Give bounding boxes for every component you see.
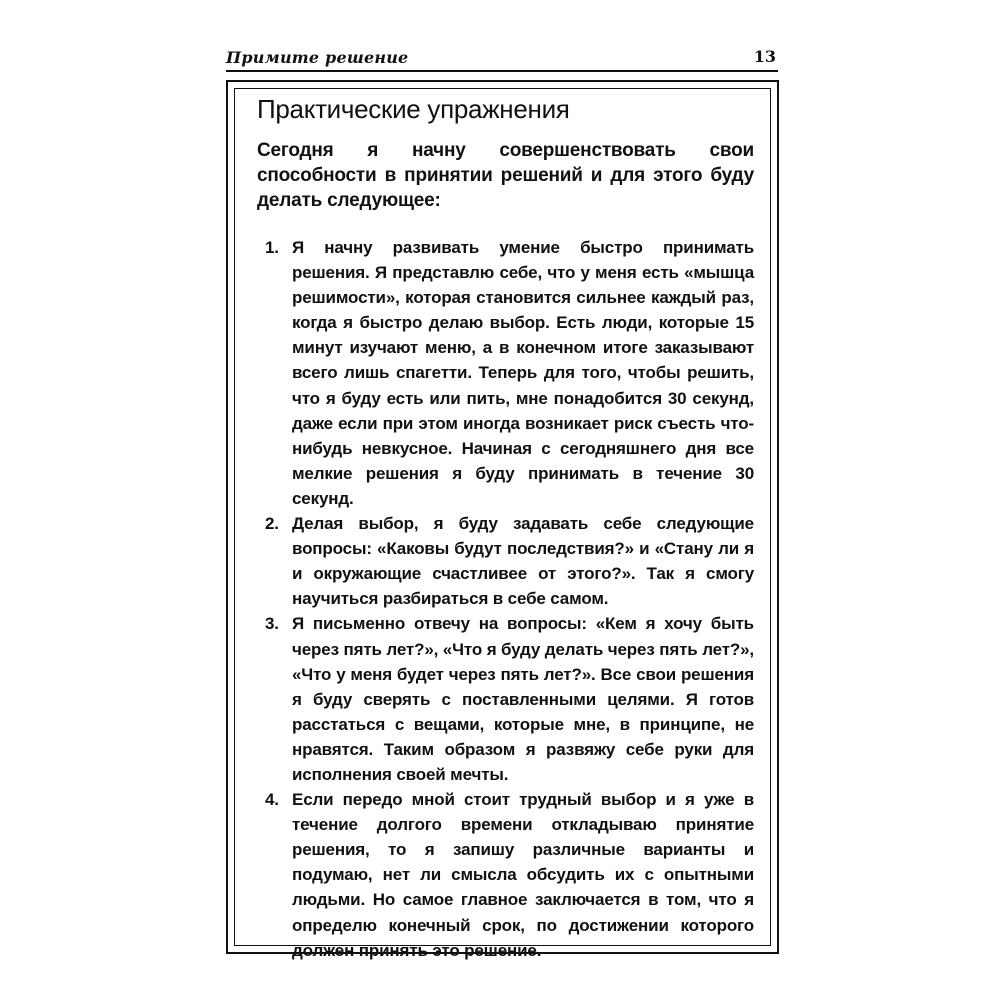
page-number: 13 [753, 47, 776, 66]
exercise-item-number: 2. [265, 514, 279, 534]
running-head [226, 44, 778, 72]
exercise-item-text: Я начну развивать умение быстро принимать решения. Я представлю себе, что у меня есть «мышца решимости», которая становится сильнее каждый раз, когда я быстро делаю выбор. Есть люди, которые 15 минут изучают меню, а в конечном итоге заказывают всего лишь спагетти. Теперь для того, чтобы решить, что я буду есть или пить, мне понадобится 30 секунд, даже если при этом иногда возникает риск съесть что-нибудь невкусное. Начиная с сегодняшнего дня все мелкие решения я буду принимать в течение 30 секунд. [292, 238, 754, 508]
exercise-item-number: 3. [265, 614, 279, 634]
exercise-list [257, 235, 754, 963]
exercise-item-number: 1. [265, 238, 279, 257]
exercise-box-content [257, 92, 754, 963]
exercise-item-text: Я письменно отвечу на вопросы: «Кем я хочу быть через пять лет?», «Что я буду делать через пять лет?», «Что у меня будет через пять лет?». Все свои решения я буду сверять с поставленными целями. Я готов расстаться с вещами, которые мне, в принципе, не нравятся. Таким образом я развяжу себе руки для исполнения своей мечты. [292, 614, 754, 784]
exercise-item-2 [257, 511, 754, 611]
exercise-item-4 [257, 787, 754, 963]
box-heading: Практические упражнения [257, 94, 570, 124]
exercise-item-text: Делая выбор, я буду задавать себе следующие вопросы: «Каковы будут последствия?» и «Стану ли я и окружающие счастливее от этого?». Так я смогу научиться разбираться в себе самом. [292, 514, 754, 609]
running-head-title: Примите решение [226, 48, 409, 67]
exercise-item-3 [257, 611, 754, 787]
box-intro: Сегодня я начну совершенствовать свои способности в принятии решений и для этого буду делать следующее: [257, 140, 754, 211]
exercise-item-number: 4. [265, 790, 279, 810]
exercise-item-1 [257, 235, 754, 511]
exercise-item-text: Если передо мной стоит трудный выбор и я уже в течение долгого времени откладываю принятие решения, то я запишу различные варианты и подумаю, нет ли смысла обсудить их с опытными людьми. Но самое главное заключается в том, что я определю конечный срок, по достижении которого должен принять это решение. [292, 790, 754, 960]
